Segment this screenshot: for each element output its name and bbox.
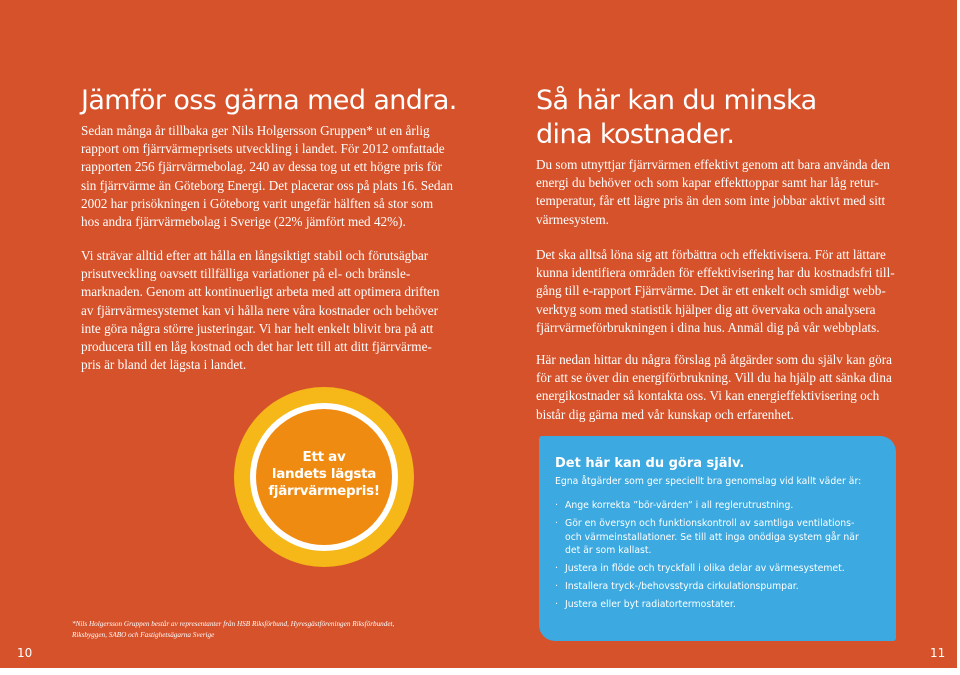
list-item: [555, 517, 875, 558]
text-line: 2002 har prisökningen i Göteborg varit ungefär hälften så stor som: [81, 195, 434, 211]
badge-line: landets lägsta: [271, 466, 377, 482]
footnote: [72, 619, 442, 640]
title-line: Så här kan du minska: [536, 85, 817, 116]
text-line: Här nedan hittar du några förslag på åtgärder som du själv kan göra: [536, 352, 892, 367]
text-line: gång till e-rapport Fjärrvärme. Det är ett enkelt och smidigt webb-: [536, 283, 886, 299]
title-line: dina kostnader.: [536, 119, 735, 150]
right-page-title: [536, 84, 896, 152]
list-item: [555, 580, 875, 594]
right-paragraph-2: [536, 246, 896, 337]
list-item: [555, 562, 875, 576]
tips-list: [555, 499, 875, 616]
bullet-icon: ·: [555, 563, 558, 575]
text-line: Du som utnyttjar fjärrvärmen effektivt genom att bara använda den: [536, 157, 890, 172]
tips-box-title: Det här kan du göra själv.: [555, 456, 745, 471]
text-line: inte göra några större justeringar. Vi har helt enkelt blivit bra på att: [81, 320, 434, 336]
list-item: [555, 598, 875, 612]
text-line: verktyg som med statistik hjälper dig att övervaka och analysera: [536, 301, 876, 317]
text-line: rapporten 256 fjärrvärmebolag. 240 av dessa tog ut ett högre pris för: [81, 159, 443, 175]
text-line: energikostnader så kontakta oss. Vi kan energieffektivisering och: [536, 388, 880, 404]
right-paragraph-3: [536, 351, 896, 424]
page-number-right: 11: [930, 646, 946, 660]
text-line: prisutveckling oavsett tillfälliga variationer på el- och bränsle-: [81, 266, 411, 282]
bullet-icon: ·: [555, 500, 558, 511]
list-item: [555, 499, 875, 513]
text-line: av fjärrvärmesystemet kan vi hålla nere våra kostnader och behöver: [81, 302, 439, 318]
left-paragraph-2: [81, 247, 461, 374]
text-line: temperatur, får ett lägre pris än den som inte jobbar aktivt med sitt: [536, 193, 886, 209]
text-line: Vi strävar alltid efter att hålla en långsiktigt stabil och förutsägbar: [81, 248, 429, 263]
text-line: marknaden. Genom att kontinuerligt arbeta med att optimera driften: [81, 284, 440, 300]
text-line: hos andra fjärrvärmebolag i Sverige (22% jämfört med 42%).: [81, 214, 406, 230]
text-line: pris är bland det lägsta i landet.: [81, 357, 247, 373]
list-item-text: Installera tryck-/behovsstyrda cirkulationspumpar.: [565, 581, 799, 593]
text-line: producera till en låg kostnad och det har lett till att ditt fjärrvärme-: [81, 339, 432, 355]
text-line: energi du behöver och som kapar effekttoppar samt har låg retur-: [536, 175, 879, 191]
footnote-line: *Nils Holgersson Gruppen består av representanter från HSB Riksförbund, Hyresgästföreningen Riksförbundet,: [72, 620, 395, 628]
text-line: bistår dig gärna med vår kunskap och erfarenhet.: [536, 406, 794, 422]
bullet-icon: ·: [555, 517, 558, 529]
list-item-text: Gör en översyn och funktionskontroll av samtliga ventilations- och värmeinstallationer. Se till att inga onödiga system går när det är som kallast.: [565, 517, 859, 557]
price-badge-text: [256, 449, 392, 500]
text-line: Det ska alltså löna sig att förbättra och effektivisera. För att lättare: [536, 247, 886, 262]
bullet-icon: ·: [555, 599, 558, 611]
badge-line: Ett av: [302, 449, 346, 465]
text-line: för att se över din energiförbrukning. Vill du ha hjälp att sänka dina: [536, 370, 892, 386]
left-page-title: Jämför oss gärna med andra.: [81, 85, 457, 116]
text-line: kunna identifiera områden för effektivisering har du kostnadsfri till-: [536, 265, 895, 281]
text-line: Sedan många år tillbaka ger Nils Holgersson Gruppen* ut en årlig: [81, 123, 430, 138]
right-paragraph-1: [536, 156, 896, 229]
tips-box-intro: Egna åtgärder som ger speciellt bra genomslag vid kallt väder är:: [555, 476, 862, 487]
badge-line: fjärrvärmepris!: [268, 483, 380, 499]
bullet-icon: ·: [555, 581, 558, 593]
text-line: fjärrvärmeförbrukningen i dina hus. Anmäl dig på vår webbplats.: [536, 319, 880, 335]
text-line: sin fjärrvärme än Göteborg Energi. Det placerar oss på plats 16. Sedan: [81, 177, 453, 193]
text-line: värmesystem.: [536, 211, 609, 227]
list-item-text: Ange korrekta ”bör-värden” i all reglerutrustning.: [565, 500, 794, 511]
text-line: rapport om fjärrvärmeprisets utveckling i landet. För 2012 omfattade: [81, 141, 445, 157]
page-number-left: 10: [17, 646, 33, 660]
left-paragraph-1: [81, 122, 461, 231]
page-edge-bottom: [0, 668, 960, 675]
list-item-text: Justera eller byt radiatortermostater.: [565, 599, 736, 611]
list-item-text: Justera in flöde och tryckfall i olika delar av värmesystemet.: [565, 563, 845, 575]
footnote-line: Riksbyggen, SABO och Fastighetsägarna Sverige: [72, 630, 215, 639]
